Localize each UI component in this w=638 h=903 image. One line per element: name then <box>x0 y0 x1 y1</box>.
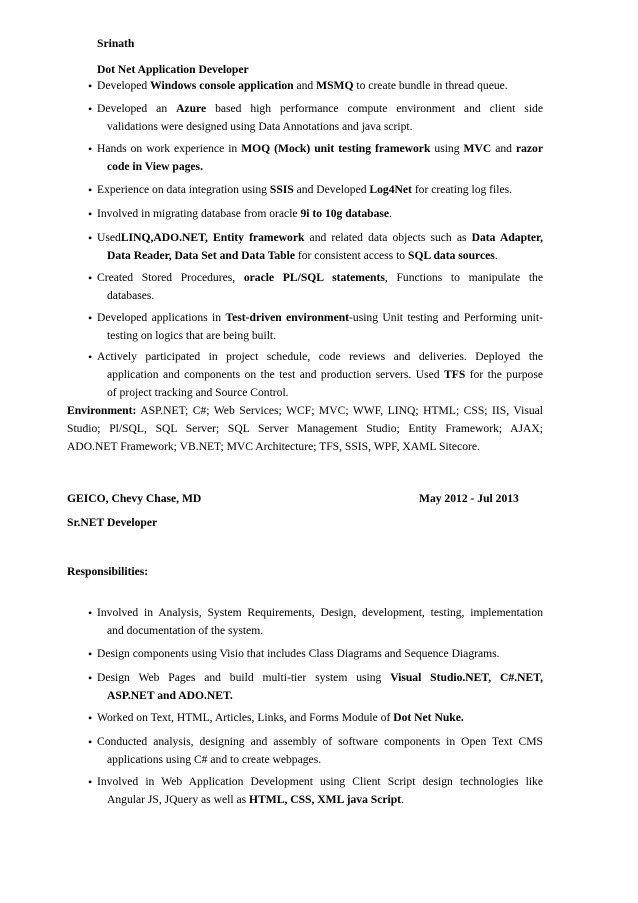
bullet-text-run: using <box>430 142 464 155</box>
bullet-line <box>97 366 543 384</box>
bullet-text-run: databases. <box>107 289 155 302</box>
bullet-text-run: Developed an <box>97 102 177 115</box>
bullet-line <box>97 687 543 705</box>
candidate-name: Srinath <box>97 37 135 50</box>
bullet-item <box>97 181 543 199</box>
bullet-item <box>97 645 543 663</box>
bullet-item <box>97 100 543 136</box>
bullet-marker: • <box>88 231 93 245</box>
bullet-line <box>97 287 543 305</box>
job2-title: Sr.NET Developer <box>67 516 158 529</box>
bullet-text-run: MSMQ <box>316 79 354 92</box>
bullet-line <box>97 622 543 640</box>
environment-label: Environment: <box>67 404 137 417</box>
bullet-line <box>97 384 543 402</box>
bullet-marker: • <box>88 183 93 197</box>
bullet-line <box>97 140 543 158</box>
bullet-text-run: of project tracking and Source Control. <box>107 386 289 399</box>
bullet-line <box>97 247 543 265</box>
bullet-text-run: Data Adapter, <box>471 231 544 244</box>
bullet-text-run: SQL data sources <box>408 249 495 262</box>
bullet-marker: • <box>88 142 93 156</box>
bullet-text-run: and documentation of the system. <box>107 624 264 637</box>
bullet-text-run: Involved in Analysis, System Requirements, Design, development, testing, implementation <box>97 606 543 619</box>
bullet-text-run: Used <box>97 231 121 244</box>
bullet-text-run: Developed <box>97 79 151 92</box>
bullet-text-run: to create bundle in thread queue. <box>353 79 508 92</box>
bullet-marker: • <box>88 350 93 364</box>
job2-dates: May 2012 - Jul 2013 <box>419 492 519 505</box>
bullet-text-run: Windows console application <box>150 79 294 92</box>
bullet-text-run: for the purpose <box>465 368 543 381</box>
bullet-text-run: razor <box>515 142 543 155</box>
bullet-text-run: Angular JS, JQuery as well as <box>107 793 250 806</box>
bullet-item <box>97 229 543 265</box>
bullet-line <box>97 118 543 136</box>
bullet-item <box>97 309 543 345</box>
bullet-text-run: code in View pages. <box>107 160 203 173</box>
bullet-marker: • <box>88 207 93 221</box>
bullet-marker: • <box>88 647 93 661</box>
bullet-text-run: Worked on Text, HTML, Articles, Links, and Forms Module of <box>97 711 394 724</box>
bullet-text-run: and <box>491 142 516 155</box>
bullet-text-run: . <box>389 207 392 220</box>
bullet-line <box>97 309 543 327</box>
bullet-text-run: Experience on data integration using <box>97 183 270 196</box>
bullet-line <box>97 645 543 663</box>
bullet-line <box>97 269 543 287</box>
bullet-text-run: and <box>293 79 317 92</box>
bullet-text-run: Design Web Pages and build multi-tier system using <box>97 671 391 684</box>
bullet-line <box>97 205 543 223</box>
bullet-text-run: Involved in migrating database from oracle <box>97 207 301 220</box>
bullet-marker: • <box>88 711 93 725</box>
bullet-marker: • <box>88 79 93 93</box>
bullet-marker: • <box>88 775 93 789</box>
bullet-item <box>97 140 543 176</box>
bullet-text-run: and Developed <box>293 183 370 196</box>
bullet-text-run: oracle PL/SQL statements <box>243 271 385 284</box>
bullet-text-run: ASP.NET and ADO.NET. <box>107 689 233 702</box>
bullet-item <box>97 733 543 769</box>
bullet-marker: • <box>88 271 93 285</box>
bullet-text-run: applications using C# and to create webpages. <box>107 753 322 766</box>
bullet-line <box>97 327 543 345</box>
bullet-line <box>97 77 543 95</box>
bullet-text-run: Dot Net Nuke. <box>393 711 464 724</box>
bullet-marker: • <box>88 102 93 116</box>
bullet-item <box>97 348 543 402</box>
bullet-text-run: SSIS <box>269 183 294 196</box>
bullet-text-run: for consistent access to <box>294 249 408 262</box>
bullet-text-run: 9i to 10g database <box>300 207 390 220</box>
bullet-text-run: application and components on the test and production servers. Used <box>107 368 445 381</box>
bullet-line <box>97 181 543 199</box>
environment-line: Studio; Pl/SQL, SQL Server; SQL Server Management Studio; Entity Framework; AJAX; <box>67 422 543 435</box>
bullet-text-run: Visual Studio.NET, C#.NET, <box>390 671 543 684</box>
bullet-item <box>97 709 543 727</box>
bullet-text-run: testing on logics that are being built. <box>107 329 277 342</box>
bullet-text-run: validations were designed using Data Annotations and java script. <box>107 120 413 133</box>
bullet-text-run: Conducted analysis, designing and assembly of software components in Open Text CMS <box>97 735 543 748</box>
bullet-text-run: Test-driven environment <box>225 311 350 324</box>
bullet-line <box>97 733 543 751</box>
bullet-line <box>97 100 543 118</box>
bullet-text-run: Design components using Visio that includes Class Diagrams and Sequence Diagrams. <box>97 647 500 660</box>
bullet-text-run: Data Reader, Data Set and Data Table <box>107 249 295 262</box>
bullet-item <box>97 269 543 305</box>
bullet-text-run: , Functions to manipulate the <box>384 271 543 284</box>
bullet-line <box>97 158 543 176</box>
bullet-line <box>97 604 543 622</box>
job2-company: GEICO, Chevy Chase, MD <box>67 492 202 505</box>
candidate-role: Dot Net Application Developer <box>97 63 249 76</box>
bullet-item <box>97 669 543 705</box>
environment-block <box>67 402 543 456</box>
bullet-text-run: Actively participated in project schedule, code reviews and deliveries. Deployed the <box>97 350 543 363</box>
bullet-text-run: Log4Net <box>369 183 412 196</box>
bullet-text-run: based high performance compute environment and client side <box>206 102 543 115</box>
bullet-line <box>97 773 543 791</box>
bullet-marker: • <box>88 671 93 685</box>
bullet-line <box>97 791 543 809</box>
bullet-text-run: MOQ (Mock) unit testing framework <box>241 142 431 155</box>
bullet-item <box>97 77 543 95</box>
bullet-text-run: -using Unit testing and Performing unit- <box>349 311 543 324</box>
bullet-text-run: and related data objects such as <box>304 231 472 244</box>
bullet-line <box>97 348 543 366</box>
bullet-line <box>97 229 543 247</box>
environment-line: ADO.NET Framework; VB.NET; MVC Architecture; TFS, SSIS, WPF, XAML Sitecore. <box>67 440 480 453</box>
bullet-line <box>97 669 543 687</box>
bullet-marker: • <box>88 735 93 749</box>
bullet-text-run: LINQ,ADO.NET, Entity framework <box>120 231 305 244</box>
bullet-text-run: Involved in Web Application Development using Client Script design technologies like <box>97 775 543 788</box>
bullet-text-run: Developed applications in <box>97 311 226 324</box>
bullet-item <box>97 773 543 809</box>
bullet-text-run: Azure <box>176 102 207 115</box>
bullet-text-run: HTML, CSS, XML java Script <box>249 793 402 806</box>
responsibilities-heading: Responsibilities: <box>67 565 149 578</box>
bullet-text-run: for creating log files. <box>411 183 513 196</box>
bullet-text-run: . <box>401 793 404 806</box>
bullet-item <box>97 205 543 223</box>
bullet-line <box>97 751 543 769</box>
bullet-text-run: TFS <box>444 368 466 381</box>
bullet-marker: • <box>88 311 93 325</box>
environment-line: ASP.NET; C#; Web Services; WCF; MVC; WWF, LINQ; HTML; CSS; IIS, Visual <box>136 404 543 417</box>
bullet-line <box>97 709 543 727</box>
bullet-marker: • <box>88 606 93 620</box>
bullet-text-run: MVC <box>463 142 492 155</box>
bullet-text-run: Hands on work experience in <box>97 142 242 155</box>
bullet-text-run: . <box>494 249 498 262</box>
bullet-item <box>97 604 543 640</box>
bullet-text-run: Created Stored Procedures, <box>97 271 244 284</box>
